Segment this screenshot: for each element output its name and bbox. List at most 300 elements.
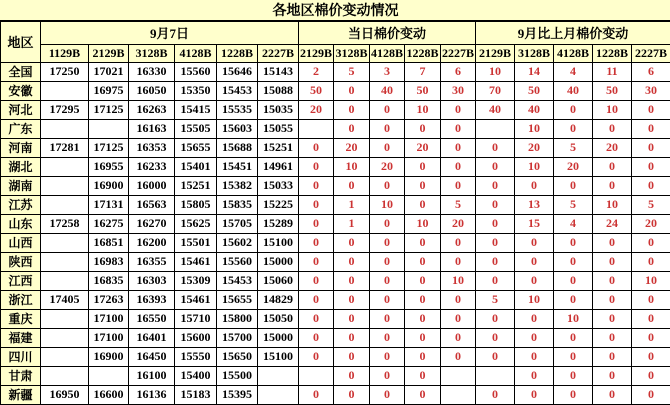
price-cell[interactable]: 17125: [89, 100, 129, 119]
price-cell[interactable]: 15600: [175, 328, 217, 347]
day-change-cell[interactable]: 0: [299, 214, 334, 233]
price-cell[interactable]: 17100: [89, 309, 129, 328]
month-change-cell[interactable]: 0: [593, 309, 632, 328]
region-cell[interactable]: 湖南: [1, 176, 41, 195]
day-change-cell[interactable]: 0: [370, 309, 405, 328]
price-cell[interactable]: 16136: [129, 385, 175, 404]
price-cell[interactable]: [41, 347, 89, 366]
price-cell[interactable]: 15602: [217, 233, 258, 252]
month-change-cell[interactable]: 0: [593, 385, 632, 404]
price-cell[interactable]: 16163: [129, 119, 175, 138]
day-change-cell[interactable]: 0: [441, 347, 476, 366]
price-cell[interactable]: 16270: [129, 214, 175, 233]
day-change-cell[interactable]: 0: [370, 328, 405, 347]
month-change-cell[interactable]: 0: [632, 100, 670, 119]
month-change-cell[interactable]: 4: [554, 62, 593, 81]
price-cell[interactable]: [41, 176, 89, 195]
month-change-cell[interactable]: 14: [515, 62, 554, 81]
day-change-cell[interactable]: 0: [370, 119, 405, 138]
month-change-cell[interactable]: 0: [476, 195, 515, 214]
day-change-cell[interactable]: 0: [334, 309, 370, 328]
price-cell[interactable]: 15461: [175, 252, 217, 271]
price-cell[interactable]: 16355: [129, 252, 175, 271]
month-change-cell[interactable]: 0: [593, 271, 632, 290]
month-change-cell[interactable]: 0: [632, 309, 670, 328]
month-change-cell[interactable]: 0: [476, 328, 515, 347]
price-cell[interactable]: 15560: [175, 62, 217, 81]
price-cell[interactable]: 15350: [175, 81, 217, 100]
day-change-cell[interactable]: 0: [370, 176, 405, 195]
region-cell[interactable]: 广东: [1, 119, 41, 138]
price-cell[interactable]: 15035: [258, 100, 299, 119]
price-cell[interactable]: 15060: [258, 271, 299, 290]
day-change-cell[interactable]: 40: [370, 81, 405, 100]
price-cell[interactable]: 15461: [175, 290, 217, 309]
price-cell[interactable]: 17295: [41, 100, 89, 119]
region-cell[interactable]: 安徽: [1, 81, 41, 100]
day-change-cell[interactable]: 20: [299, 100, 334, 119]
month-change-cell[interactable]: 0: [515, 176, 554, 195]
day-change-cell[interactable]: 20: [441, 214, 476, 233]
price-cell[interactable]: 16000: [129, 176, 175, 195]
month-change-cell[interactable]: 0: [593, 328, 632, 347]
price-cell[interactable]: 16100: [129, 366, 175, 385]
month-change-cell[interactable]: 0: [593, 347, 632, 366]
day-change-cell[interactable]: 50: [405, 81, 441, 100]
month-change-cell[interactable]: 0: [476, 309, 515, 328]
day-change-cell[interactable]: 0: [299, 138, 334, 157]
month-change-cell[interactable]: 10: [476, 62, 515, 81]
price-cell[interactable]: 16983: [89, 252, 129, 271]
day-change-cell[interactable]: 0: [299, 195, 334, 214]
day-change-cell[interactable]: 0: [405, 271, 441, 290]
day-change-cell[interactable]: 0: [441, 157, 476, 176]
day-change-cell[interactable]: 0: [334, 100, 370, 119]
day-change-cell[interactable]: 0: [370, 366, 405, 385]
price-cell[interactable]: 16401: [129, 328, 175, 347]
day-change-cell[interactable]: 0: [405, 195, 441, 214]
price-cell[interactable]: 15395: [217, 385, 258, 404]
price-cell[interactable]: 15700: [217, 328, 258, 347]
region-cell[interactable]: 四川: [1, 347, 41, 366]
month-change-cell[interactable]: 70: [476, 81, 515, 100]
price-cell[interactable]: 15225: [258, 195, 299, 214]
month-change-cell[interactable]: 0: [476, 233, 515, 252]
day-change-cell[interactable]: 6: [441, 62, 476, 81]
month-change-cell[interactable]: 4: [554, 214, 593, 233]
price-cell[interactable]: 15535: [217, 100, 258, 119]
price-cell[interactable]: 17131: [89, 195, 129, 214]
month-change-cell[interactable]: 50: [593, 81, 632, 100]
month-change-cell[interactable]: 10: [515, 157, 554, 176]
price-cell[interactable]: 14961: [258, 157, 299, 176]
month-change-cell[interactable]: 0: [632, 157, 670, 176]
price-cell[interactable]: 17281: [41, 138, 89, 157]
price-cell[interactable]: 15100: [258, 233, 299, 252]
month-change-cell[interactable]: 50: [515, 81, 554, 100]
month-change-cell[interactable]: 0: [476, 271, 515, 290]
col-header[interactable]: 3128B: [334, 44, 370, 62]
price-cell[interactable]: 15603: [217, 119, 258, 138]
month-change-cell[interactable]: 0: [632, 138, 670, 157]
day-change-cell[interactable]: 0: [299, 233, 334, 252]
month-change-cell[interactable]: 10: [632, 271, 670, 290]
month-change-cell[interactable]: 0: [632, 252, 670, 271]
price-cell[interactable]: 16050: [129, 81, 175, 100]
day-change-cell[interactable]: 20: [405, 138, 441, 157]
group-header-sep7[interactable]: 9月7日: [41, 21, 299, 44]
price-cell[interactable]: 15655: [175, 138, 217, 157]
day-change-cell[interactable]: 0: [334, 271, 370, 290]
price-cell[interactable]: 17125: [89, 138, 129, 157]
price-cell[interactable]: 15100: [258, 347, 299, 366]
month-change-cell[interactable]: 40: [476, 100, 515, 119]
day-change-cell[interactable]: 10: [441, 271, 476, 290]
price-cell[interactable]: 15000: [258, 252, 299, 271]
price-cell[interactable]: 17100: [89, 328, 129, 347]
price-cell[interactable]: 15055: [258, 119, 299, 138]
region-cell[interactable]: 浙江: [1, 290, 41, 309]
month-change-cell[interactable]: 5: [554, 138, 593, 157]
region-cell[interactable]: 重庆: [1, 309, 41, 328]
price-cell[interactable]: 16303: [129, 271, 175, 290]
month-change-cell[interactable]: 0: [593, 252, 632, 271]
price-cell[interactable]: 16851: [89, 233, 129, 252]
month-change-cell[interactable]: 0: [476, 347, 515, 366]
price-cell[interactable]: 15289: [258, 214, 299, 233]
day-change-cell[interactable]: 0: [334, 233, 370, 252]
price-cell[interactable]: 15505: [175, 119, 217, 138]
month-change-cell[interactable]: 0: [554, 385, 593, 404]
region-cell[interactable]: 河南: [1, 138, 41, 157]
day-change-cell[interactable]: 0: [334, 385, 370, 404]
price-cell[interactable]: 15688: [217, 138, 258, 157]
month-change-cell[interactable]: 0: [515, 271, 554, 290]
day-change-cell[interactable]: [441, 366, 476, 385]
month-change-cell[interactable]: 0: [554, 366, 593, 385]
month-change-cell[interactable]: 0: [632, 385, 670, 404]
price-cell[interactable]: [89, 366, 129, 385]
month-change-cell[interactable]: 0: [554, 328, 593, 347]
month-change-cell[interactable]: 0: [554, 347, 593, 366]
month-change-cell[interactable]: 0: [632, 328, 670, 347]
price-cell[interactable]: [41, 157, 89, 176]
price-cell[interactable]: 16200: [129, 233, 175, 252]
price-cell[interactable]: 16550: [129, 309, 175, 328]
region-cell[interactable]: 山西: [1, 233, 41, 252]
day-change-cell[interactable]: 0: [334, 347, 370, 366]
region-column-header[interactable]: 地区: [1, 21, 41, 62]
day-change-cell[interactable]: 0: [405, 233, 441, 252]
month-change-cell[interactable]: 5: [554, 195, 593, 214]
col-header[interactable]: 3128B: [515, 44, 554, 62]
month-change-cell[interactable]: 20: [593, 138, 632, 157]
day-change-cell[interactable]: [441, 385, 476, 404]
price-cell[interactable]: [41, 81, 89, 100]
price-cell[interactable]: [41, 271, 89, 290]
price-cell[interactable]: 17250: [41, 62, 89, 81]
month-change-cell[interactable]: 0: [632, 119, 670, 138]
month-change-cell[interactable]: 0: [515, 233, 554, 252]
price-cell[interactable]: 15000: [258, 328, 299, 347]
price-cell[interactable]: 15088: [258, 81, 299, 100]
day-change-cell[interactable]: 0: [441, 290, 476, 309]
day-change-cell[interactable]: 0: [334, 366, 370, 385]
group-header-month-change[interactable]: 9月比上月棉价变动: [476, 21, 670, 44]
day-change-cell[interactable]: [299, 119, 334, 138]
month-change-cell[interactable]: 0: [515, 309, 554, 328]
price-cell[interactable]: 15500: [217, 366, 258, 385]
price-cell[interactable]: 15705: [217, 214, 258, 233]
price-cell[interactable]: 15143: [258, 62, 299, 81]
month-change-cell[interactable]: 5: [476, 290, 515, 309]
day-change-cell[interactable]: 0: [441, 252, 476, 271]
price-cell[interactable]: 15501: [175, 233, 217, 252]
day-change-cell[interactable]: 0: [334, 119, 370, 138]
day-change-cell[interactable]: 30: [441, 81, 476, 100]
col-header[interactable]: 3128B: [129, 44, 175, 62]
price-cell[interactable]: 15625: [175, 214, 217, 233]
month-change-cell[interactable]: 0: [593, 366, 632, 385]
month-change-cell[interactable]: 10: [515, 290, 554, 309]
month-change-cell[interactable]: 30: [632, 81, 670, 100]
col-header[interactable]: 1228B: [217, 44, 258, 62]
price-cell[interactable]: 16900: [89, 347, 129, 366]
day-change-cell[interactable]: 0: [334, 290, 370, 309]
day-change-cell[interactable]: 0: [405, 157, 441, 176]
day-change-cell[interactable]: 0: [405, 347, 441, 366]
month-change-cell[interactable]: 0: [593, 119, 632, 138]
month-change-cell[interactable]: 0: [476, 176, 515, 195]
price-cell[interactable]: 15382: [217, 176, 258, 195]
price-cell[interactable]: 16900: [89, 176, 129, 195]
month-change-cell[interactable]: 0: [476, 138, 515, 157]
day-change-cell[interactable]: 20: [370, 157, 405, 176]
price-cell[interactable]: 15655: [217, 290, 258, 309]
region-cell[interactable]: 福建: [1, 328, 41, 347]
price-cell[interactable]: 15309: [175, 271, 217, 290]
price-cell[interactable]: 15415: [175, 100, 217, 119]
day-change-cell[interactable]: 0: [441, 100, 476, 119]
day-change-cell[interactable]: 0: [405, 385, 441, 404]
price-cell[interactable]: [41, 328, 89, 347]
day-change-cell[interactable]: 0: [441, 309, 476, 328]
price-cell[interactable]: [258, 366, 299, 385]
day-change-cell[interactable]: 0: [405, 290, 441, 309]
price-cell[interactable]: [41, 195, 89, 214]
region-cell[interactable]: 全国: [1, 62, 41, 81]
day-change-cell[interactable]: 0: [441, 233, 476, 252]
col-header[interactable]: 1228B: [593, 44, 632, 62]
day-change-cell[interactable]: 0: [299, 309, 334, 328]
month-change-cell[interactable]: 0: [632, 290, 670, 309]
month-change-cell[interactable]: 40: [515, 100, 554, 119]
month-change-cell[interactable]: 0: [554, 100, 593, 119]
month-change-cell[interactable]: 5: [632, 195, 670, 214]
price-cell[interactable]: [41, 119, 89, 138]
price-cell[interactable]: 15453: [217, 271, 258, 290]
day-change-cell[interactable]: 5: [441, 195, 476, 214]
price-cell[interactable]: 15835: [217, 195, 258, 214]
price-cell[interactable]: 15451: [217, 157, 258, 176]
col-header[interactable]: 4128B: [370, 44, 405, 62]
month-change-cell[interactable]: 10: [593, 195, 632, 214]
day-change-cell[interactable]: 0: [299, 290, 334, 309]
day-change-cell[interactable]: 0: [405, 119, 441, 138]
month-change-cell[interactable]: 0: [593, 290, 632, 309]
month-change-cell[interactable]: [476, 366, 515, 385]
price-cell[interactable]: 15183: [175, 385, 217, 404]
month-change-cell[interactable]: 0: [515, 328, 554, 347]
price-cell[interactable]: 15400: [175, 366, 217, 385]
day-change-cell[interactable]: 0: [441, 138, 476, 157]
col-header[interactable]: 2129B: [476, 44, 515, 62]
price-cell[interactable]: 15401: [175, 157, 217, 176]
day-change-cell[interactable]: 0: [405, 309, 441, 328]
region-cell[interactable]: 甘肃: [1, 366, 41, 385]
price-cell[interactable]: 16263: [129, 100, 175, 119]
day-change-cell[interactable]: 0: [370, 252, 405, 271]
month-change-cell[interactable]: 0: [515, 347, 554, 366]
month-change-cell[interactable]: 0: [554, 271, 593, 290]
region-cell[interactable]: 江苏: [1, 195, 41, 214]
month-change-cell[interactable]: 20: [554, 157, 593, 176]
day-change-cell[interactable]: [299, 366, 334, 385]
day-change-cell[interactable]: 0: [370, 347, 405, 366]
price-cell[interactable]: 15251: [175, 176, 217, 195]
region-cell[interactable]: 江西: [1, 271, 41, 290]
month-change-cell[interactable]: 0: [476, 214, 515, 233]
day-change-cell[interactable]: 0: [370, 290, 405, 309]
day-change-cell[interactable]: 0: [441, 328, 476, 347]
day-change-cell[interactable]: 0: [299, 157, 334, 176]
month-change-cell[interactable]: 15: [515, 214, 554, 233]
day-change-cell[interactable]: 0: [370, 233, 405, 252]
col-header[interactable]: 2227B: [258, 44, 299, 62]
price-cell[interactable]: 15710: [175, 309, 217, 328]
month-change-cell[interactable]: 11: [593, 62, 632, 81]
month-change-cell[interactable]: 0: [593, 157, 632, 176]
col-header[interactable]: 1129B: [41, 44, 89, 62]
region-cell[interactable]: 陕西: [1, 252, 41, 271]
month-change-cell[interactable]: 10: [515, 119, 554, 138]
month-change-cell[interactable]: 0: [554, 252, 593, 271]
day-change-cell[interactable]: 0: [334, 252, 370, 271]
price-cell[interactable]: 15453: [217, 81, 258, 100]
day-change-cell[interactable]: 7: [405, 62, 441, 81]
day-change-cell[interactable]: 0: [405, 176, 441, 195]
month-change-cell[interactable]: 0: [554, 233, 593, 252]
price-cell[interactable]: 16233: [129, 157, 175, 176]
day-change-cell[interactable]: 2: [299, 62, 334, 81]
day-change-cell[interactable]: 0: [299, 176, 334, 195]
month-change-cell[interactable]: 40: [554, 81, 593, 100]
price-cell[interactable]: 16835: [89, 271, 129, 290]
month-change-cell[interactable]: 0: [632, 176, 670, 195]
price-cell[interactable]: 15800: [217, 309, 258, 328]
day-change-cell[interactable]: 0: [334, 81, 370, 100]
price-cell[interactable]: 16393: [129, 290, 175, 309]
day-change-cell[interactable]: 0: [405, 252, 441, 271]
day-change-cell[interactable]: 0: [370, 138, 405, 157]
month-change-cell[interactable]: 0: [554, 176, 593, 195]
day-change-cell[interactable]: 0: [334, 328, 370, 347]
price-cell[interactable]: [41, 366, 89, 385]
price-cell[interactable]: 16600: [89, 385, 129, 404]
month-change-cell[interactable]: 0: [476, 385, 515, 404]
month-change-cell[interactable]: 0: [515, 385, 554, 404]
price-cell[interactable]: 16330: [129, 62, 175, 81]
price-cell[interactable]: 15550: [175, 347, 217, 366]
col-header[interactable]: 2129B: [89, 44, 129, 62]
price-cell[interactable]: 15646: [217, 62, 258, 81]
month-change-cell[interactable]: 20: [515, 138, 554, 157]
price-cell[interactable]: [89, 119, 129, 138]
day-change-cell[interactable]: 20: [334, 138, 370, 157]
price-cell[interactable]: [258, 385, 299, 404]
price-cell[interactable]: 15560: [217, 252, 258, 271]
day-change-cell[interactable]: 10: [370, 195, 405, 214]
price-cell[interactable]: 16450: [129, 347, 175, 366]
month-change-cell[interactable]: 0: [632, 347, 670, 366]
price-cell[interactable]: [41, 233, 89, 252]
day-change-cell[interactable]: 0: [441, 176, 476, 195]
col-header[interactable]: 1228B: [405, 44, 441, 62]
price-cell[interactable]: 16275: [89, 214, 129, 233]
month-change-cell[interactable]: 0: [476, 252, 515, 271]
price-cell[interactable]: 17258: [41, 214, 89, 233]
region-cell[interactable]: 湖北: [1, 157, 41, 176]
month-change-cell[interactable]: 0: [593, 233, 632, 252]
month-change-cell[interactable]: 0: [554, 290, 593, 309]
day-change-cell[interactable]: 0: [299, 271, 334, 290]
col-header[interactable]: 2227B: [441, 44, 476, 62]
day-change-cell[interactable]: 5: [334, 62, 370, 81]
month-change-cell[interactable]: 10: [593, 100, 632, 119]
price-cell[interactable]: 15251: [258, 138, 299, 157]
price-cell[interactable]: 15650: [217, 347, 258, 366]
day-change-cell[interactable]: 50: [299, 81, 334, 100]
col-header[interactable]: 4128B: [175, 44, 217, 62]
day-change-cell[interactable]: 10: [405, 100, 441, 119]
day-change-cell[interactable]: 0: [299, 328, 334, 347]
day-change-cell[interactable]: 0: [405, 328, 441, 347]
day-change-cell[interactable]: 10: [405, 214, 441, 233]
month-change-cell[interactable]: 0: [593, 176, 632, 195]
price-cell[interactable]: [41, 309, 89, 328]
day-change-cell[interactable]: 0: [441, 119, 476, 138]
day-change-cell[interactable]: 3: [370, 62, 405, 81]
month-change-cell[interactable]: 10: [554, 309, 593, 328]
price-cell[interactable]: 17021: [89, 62, 129, 81]
price-cell[interactable]: 16950: [41, 385, 89, 404]
day-change-cell[interactable]: 1: [334, 214, 370, 233]
day-change-cell[interactable]: 10: [334, 157, 370, 176]
price-cell[interactable]: 16563: [129, 195, 175, 214]
price-cell[interactable]: 14829: [258, 290, 299, 309]
day-change-cell[interactable]: 0: [405, 366, 441, 385]
day-change-cell[interactable]: 0: [299, 252, 334, 271]
price-cell[interactable]: 17263: [89, 290, 129, 309]
price-cell[interactable]: 15805: [175, 195, 217, 214]
month-change-cell[interactable]: 0: [515, 366, 554, 385]
price-cell[interactable]: 17405: [41, 290, 89, 309]
day-change-cell[interactable]: 0: [370, 385, 405, 404]
month-change-cell[interactable]: 0: [476, 157, 515, 176]
region-cell[interactable]: 河北: [1, 100, 41, 119]
col-header[interactable]: 4128B: [554, 44, 593, 62]
price-cell[interactable]: 16975: [89, 81, 129, 100]
